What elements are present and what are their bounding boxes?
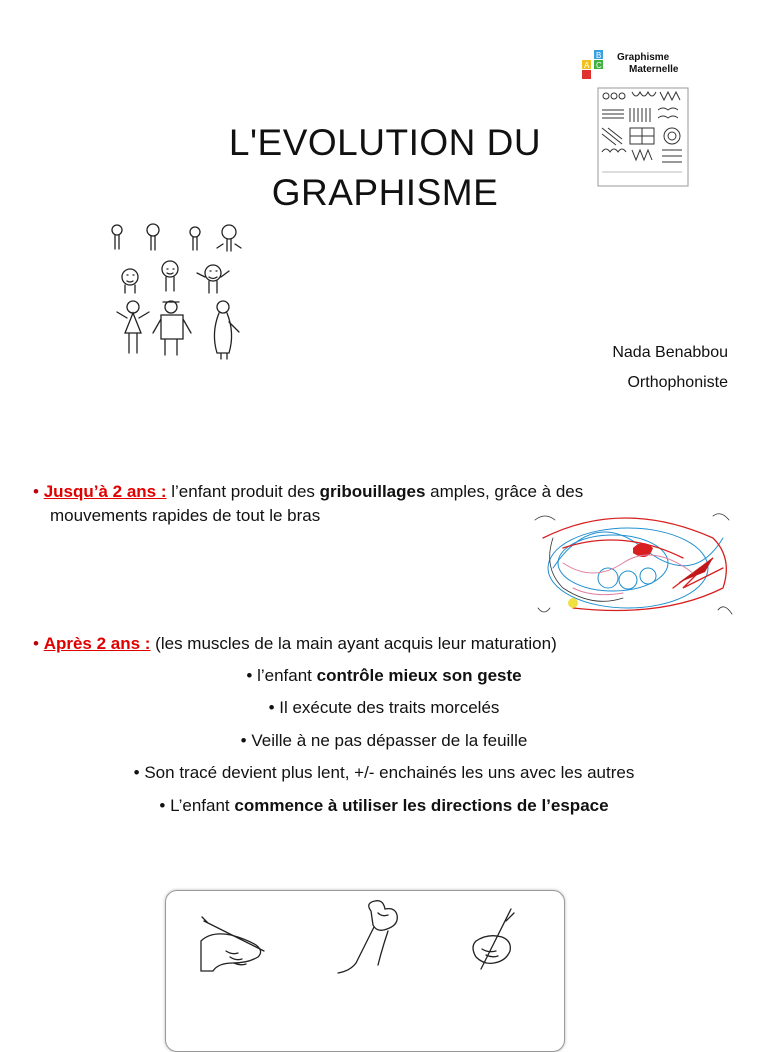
title-line-2: GRAPHISME [271, 172, 499, 213]
section-2-paragraph [33, 632, 753, 656]
svg-text:B: B [596, 51, 602, 60]
child-drawings-image [105, 222, 255, 362]
title-line-1: L'EVOLUTION DU [228, 122, 542, 163]
section-1-text-b: amples, grâce à des [425, 482, 584, 501]
list-item: • Il exécute des traits morcelés [268, 698, 500, 717]
logo-text-2: Maternelle [629, 64, 679, 75]
logo-text-1: Graphisme [617, 52, 670, 63]
logo-label [617, 52, 678, 76]
list-item: • Veille à ne pas dépasser de la feuille [240, 731, 528, 750]
author-role: Orthophoniste [627, 374, 728, 391]
section-2-lead: Après 2 ans : [43, 634, 151, 653]
section-1-text-a: l’enfant produit des [166, 482, 320, 501]
svg-text:A: A [584, 61, 590, 70]
author-name: Nada Benabbou [612, 344, 728, 361]
bullet-icon: • [33, 482, 39, 501]
scribble-drawing-image [533, 508, 743, 626]
svg-text:C: C [596, 61, 602, 70]
list-item: • L’enfant commence à utiliser les directions de l’espace [159, 796, 609, 815]
section-1-line-2: mouvements rapides de tout le bras [50, 506, 321, 525]
bullet-icon: • [33, 634, 39, 653]
list-item: • l’enfant contrôle mieux son geste [246, 666, 522, 685]
section-1-bold: gribouillages [319, 482, 426, 501]
section-2-text: (les muscles de la main ayant acquis leur maturation) [150, 634, 557, 653]
slide-title [150, 118, 620, 218]
pencil-grip-image [165, 890, 565, 1052]
section-1-lead: Jusqu’à 2 ans : [43, 482, 167, 501]
list-item: • Son tracé devient plus lent, +/- enchainés les uns avec les autres [133, 763, 635, 782]
hand-grip-icons [166, 891, 564, 1021]
